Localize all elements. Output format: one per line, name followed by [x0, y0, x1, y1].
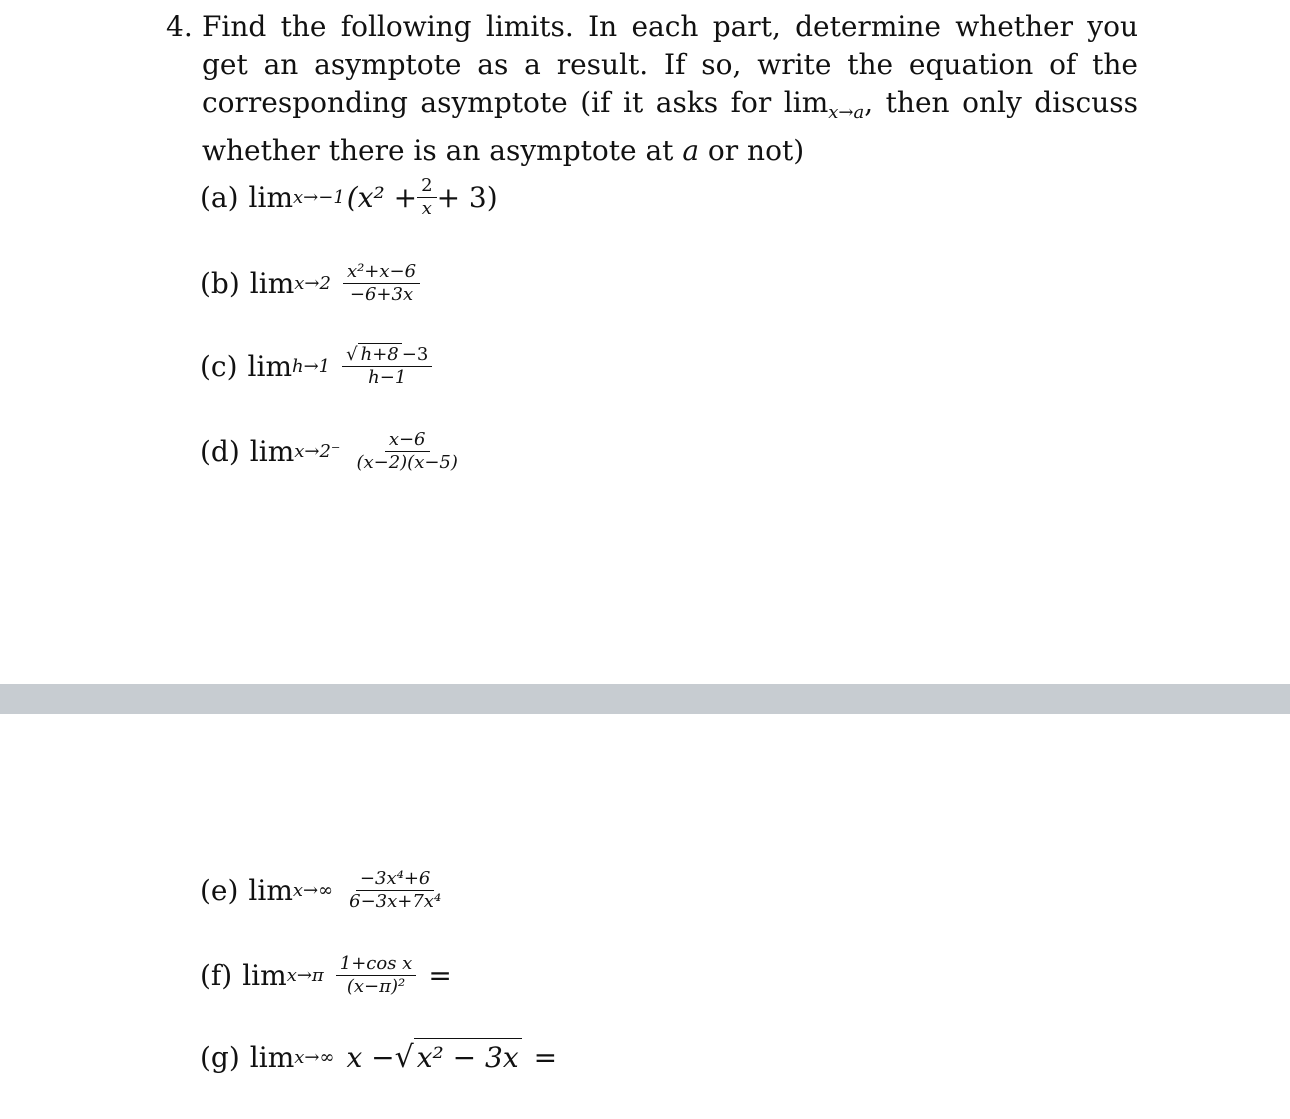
lim-operator: lim [249, 1040, 295, 1074]
denominator: (x−π)² [346, 976, 406, 997]
fraction [352, 430, 461, 473]
part-a [200, 176, 498, 219]
lim-subscript: x→2⁻ [294, 440, 341, 462]
page-bottom [0, 714, 1290, 1119]
fraction [417, 176, 436, 219]
radicand: x² − 3x [414, 1038, 522, 1077]
lim-subscript: x→2 [294, 272, 331, 294]
expression: (x² + [346, 180, 418, 214]
lim-operator: lim [248, 180, 294, 214]
lim-subscript: x→π [286, 964, 324, 986]
denominator: x [421, 198, 432, 219]
radicand: h+8 [358, 343, 402, 365]
lim-subscript: x→∞ [292, 879, 334, 901]
denominator: 6−3x+7x⁴ [349, 891, 442, 912]
fraction [336, 954, 417, 997]
numerator: 1+cos x [336, 954, 417, 976]
part-d [200, 430, 462, 473]
part-label: (e) [200, 873, 239, 907]
fraction [345, 869, 445, 912]
fraction [343, 262, 420, 305]
part-c [200, 345, 432, 388]
part-label: (c) [200, 349, 238, 383]
expression: x − [346, 1040, 395, 1074]
part-b [200, 262, 420, 305]
part-label: (d) [200, 434, 240, 468]
lim-operator: lim [249, 266, 295, 300]
expression: + 3) [436, 180, 498, 214]
part-label: (f) [200, 958, 233, 992]
numerator: √ h+8 −3 [342, 345, 432, 367]
lim-subscript: x→−1 [293, 186, 345, 208]
numerator: x²+x−6 [343, 262, 420, 284]
numerator: x−6 [385, 430, 430, 452]
lim-subscript: x→∞ [294, 1046, 335, 1068]
lim-operator: lim [248, 873, 293, 907]
part-label: (g) [200, 1040, 240, 1074]
lim-operator: lim [242, 958, 287, 992]
denominator: −6+3x [349, 284, 414, 305]
lim-subscript: h→1 [292, 355, 331, 377]
denominator: (x−2)(x−5) [356, 452, 458, 473]
part-label: (a) [200, 180, 239, 214]
problem-intro: Find the following limits. In each part, determine whether you get an asymptote as a result. If so, write the equation of the corresponding asymptote (if it asks for $\lim_{x\to a}$, then only discuss whether there is an asymptote at a or not) [202, 10, 1138, 167]
numerator: 2 [417, 176, 436, 198]
problem-statement [166, 8, 1138, 170]
problem-number: 4. [166, 10, 193, 43]
part-label: (b) [200, 266, 240, 300]
part-f [200, 954, 452, 997]
fraction [342, 345, 432, 388]
part-e [200, 869, 445, 912]
part-g [200, 1038, 557, 1077]
page-separator [0, 684, 1290, 714]
lim-operator: lim [247, 349, 292, 383]
equals-sign: = [533, 1040, 558, 1074]
denominator: h−1 [368, 367, 407, 388]
sqrt-symbol: √ [394, 1039, 414, 1075]
numerator: −3x⁴+6 [356, 869, 434, 891]
lim-operator: lim [249, 434, 295, 468]
equals-sign: = [428, 958, 452, 992]
